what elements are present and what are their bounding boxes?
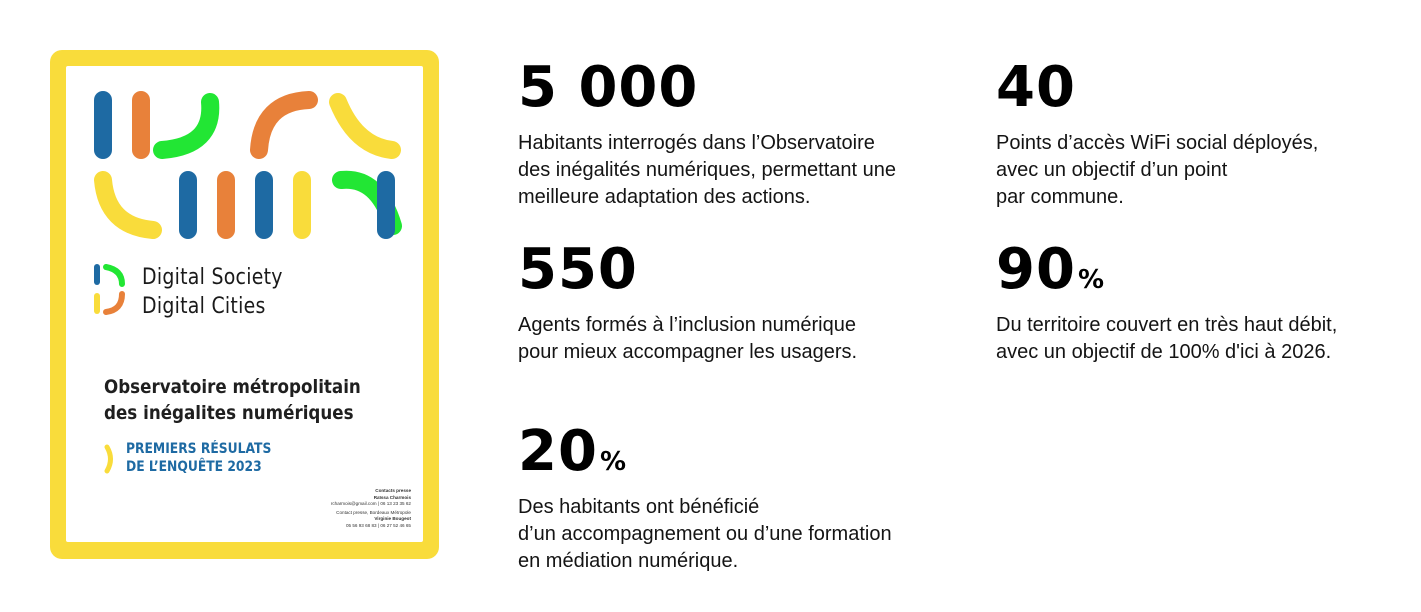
- cover-subtitle-line-2: DE L’ENQUÊTE 2023: [126, 459, 262, 475]
- stat-description: Habitants interrogés dans l’Observatoire des inégalités numériques, permettant une meilleure adaptation des actions.: [518, 132, 897, 208]
- stat-value: 20%: [518, 419, 626, 484]
- stat-description: Du territoire couvert en très haut débit, avec un objectif de 100% d'ici à 2026.: [996, 314, 1338, 363]
- press-contacts: [271, 488, 411, 530]
- stat-value: 90%: [996, 237, 1104, 302]
- pattern-yellow-arc-2: [103, 180, 153, 230]
- digital-society-logo-icon: [92, 262, 132, 318]
- stat-residents-surveyed: [518, 55, 897, 211]
- cover-page: [66, 66, 423, 542]
- pattern-orange-arc-1: [259, 100, 309, 150]
- cover-pattern: [66, 66, 423, 276]
- cover-title-line-2: des inégalites numériques: [104, 402, 354, 424]
- cover-subtitle: [126, 440, 271, 476]
- pattern-green-arc-1: [162, 102, 210, 150]
- contact-info-2: Contact presse, Bordeaux Métropole: [336, 509, 411, 515]
- stat-value: 40: [996, 55, 1076, 120]
- contacts-heading: Contacts presse: [375, 488, 411, 493]
- pattern-yellow-arc-1: [338, 102, 392, 150]
- contact-name-2: Virginie Bougeot: [374, 516, 411, 522]
- brand-name: [142, 263, 283, 321]
- contact-info-3: 05 56 93 68 83 | 06 27 52 46 65: [345, 522, 411, 528]
- stat-description: Agents formés à l’inclusion numérique pour mieux accompagner les usagers.: [518, 314, 858, 363]
- brand-line-2: Digital Cities: [142, 294, 266, 319]
- contact-name-1: Raïssa Charmois: [373, 494, 411, 500]
- stat-residents-supported: [518, 419, 892, 575]
- stat-wifi-access-points: [996, 55, 1319, 211]
- stat-value: 5 000: [518, 55, 699, 120]
- brochure-cover: [50, 50, 439, 559]
- stat-broadband-coverage: [996, 237, 1338, 366]
- cover-title-line-1: Observatoire métropolitain: [104, 376, 361, 398]
- stat-value: 550: [518, 237, 638, 302]
- cover-subtitle-line-1: PREMIERS RÉSULATS: [126, 441, 272, 457]
- stat-description: Points d’accès WiFi social déployés, avec un objectif d’un point par commune.: [996, 132, 1319, 208]
- contact-info-1: rcharmois@gmail.com | 06 13 23 35 62: [330, 501, 411, 507]
- stat-description: Des habitants ont bénéficié d’un accompagnement ou d’une formation en médiation numérique.: [518, 496, 892, 572]
- brand-line-1: Digital Society: [142, 265, 283, 290]
- subtitle-arc-icon: [104, 444, 116, 474]
- cover-title: [104, 374, 361, 426]
- stat-agents-trained: [518, 237, 858, 366]
